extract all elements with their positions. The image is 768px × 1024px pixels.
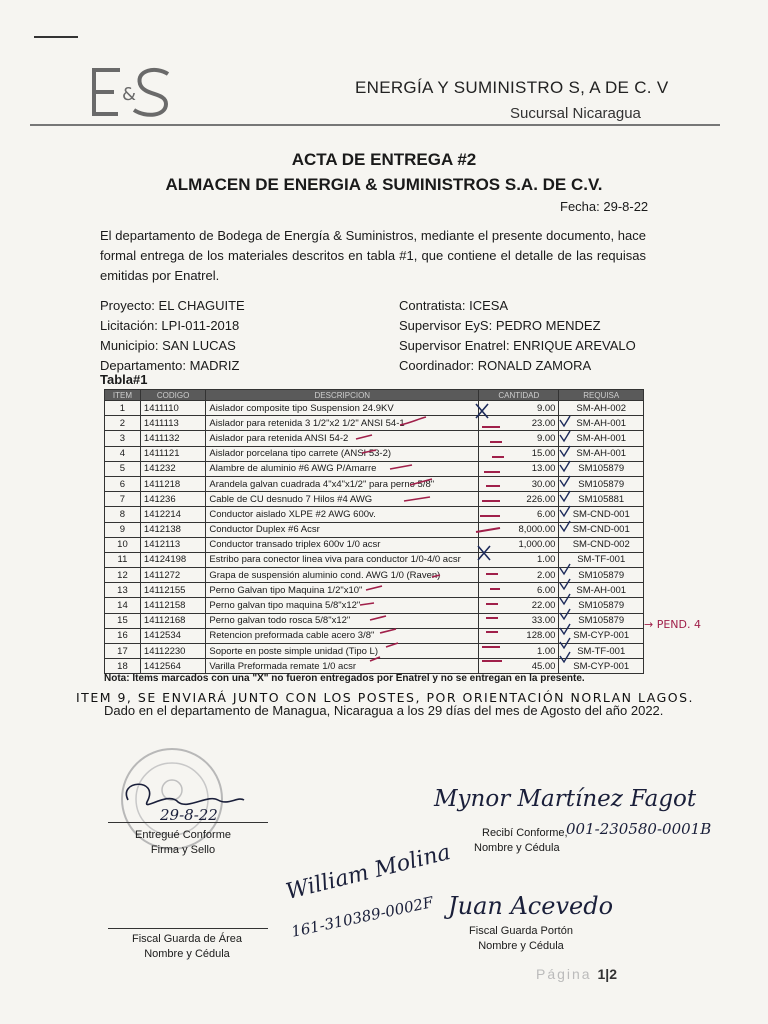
handwritten-marks [460,402,600,672]
cell-item: 10 [105,537,141,552]
fiscal-porton-block [456,924,586,954]
cell-codigo: 141232 [140,461,205,476]
cell-descripcion: Cable de CU desnudo 7 Hilos #4 AWG [206,492,479,507]
svg-text:&: & [122,84,137,105]
fiscal-area-cedula-label: Nombre y Cédula [144,948,230,960]
cell-requisa: SM105879 [559,613,644,628]
company-logo [84,64,174,120]
cell-cantidad: 6.00 [479,583,559,598]
header-requisa: REQUISA [559,390,644,401]
cell-descripcion: Perno galvan todo rosca 5/8"x12" [206,613,479,628]
cell-cantidad: 8,000.00 [479,522,559,537]
fiscal-porton-cedula-label: Nombre y Cédula [478,940,564,952]
cell-requisa: SM105879 [559,476,644,491]
cell-descripcion: Aislador composite tipo Suspension 24.9KV [206,401,479,416]
x-mark-item-1 [476,404,488,418]
contratista: Contratista: ICESA [399,298,509,313]
cell-requisa: SM105879 [559,598,644,613]
licitacion: Licitación: LPI-011-2018 [100,318,240,333]
cell-requisa: SM-AH-001 [559,416,644,431]
header-item: ITEM [105,390,141,401]
fiscal-area-signature: William Molina [283,839,454,906]
cell-codigo: 14124198 [140,552,205,567]
cell-descripcion: Alambre de aluminio #6 AWG P/Amarre [206,461,479,476]
cell-descripcion: Conductor Duplex #6 Acsr [206,522,479,537]
fiscal-porton-label: Fiscal Guarda Portón [469,925,573,937]
cell-codigo: 14112230 [140,644,205,659]
cell-requisa: SM-AH-002 [559,401,644,416]
cell-requisa: SM-CYP-001 [559,659,644,674]
cell-item: 17 [105,644,141,659]
entregue-block [118,828,248,858]
recibi-id: 001-230580-0001B [566,820,712,838]
cell-requisa: SM-CYP-001 [559,628,644,643]
cell-descripcion: Conductor transado triplex 600v 1/0 acsr [206,537,479,552]
cell-item: 4 [105,446,141,461]
cell-codigo: 1411110 [140,401,205,416]
cell-item: 18 [105,659,141,674]
cell-cantidad: 15.00 [479,446,559,461]
cell-item: 11 [105,552,141,567]
supervisor-enatrel: Supervisor Enatrel: ENRIQUE AREVALO [399,338,636,353]
table-header-row [105,390,644,401]
cell-item: 12 [105,568,141,583]
entregue-line [108,822,268,823]
header-divider [30,124,720,126]
cell-codigo: 1412534 [140,628,205,643]
cell-cantidad: 45.00 [479,659,559,674]
cell-codigo: 1412113 [140,537,205,552]
cell-item: 15 [105,613,141,628]
fiscal-area-line [108,928,268,929]
cell-descripcion: Aislador para retenida 3 1/2"x2 1/2" ANSI 54-1 [206,416,479,431]
cell-requisa: SM-CND-002 [559,537,644,552]
cell-cantidad: 1.00 [479,644,559,659]
cell-cantidad: 226.00 [479,492,559,507]
cell-codigo: 1411132 [140,431,205,446]
cell-cantidad: 22.00 [479,598,559,613]
fiscal-area-id: 161-310389-0002F [289,893,435,941]
cell-requisa: SM105879 [559,568,644,583]
cell-cantidad: 128.00 [479,628,559,643]
place-date-statement: Dado en el departamento de Managua, Nicaragua a los 29 días del mes de Agosto del año 2022. [104,703,664,718]
cell-item: 8 [105,507,141,522]
recibi-signature: Mynor Martínez Fagot [434,786,697,812]
cell-item: 2 [105,416,141,431]
description-arrows [300,415,450,675]
cell-item: 14 [105,598,141,613]
entregue-label: Entregué Conforme [135,829,231,841]
table-note: Nota: Items marcados con una "X" no fueron entregados por Enatrel y no se entregan en la presente. [104,673,585,684]
cell-codigo: 1411113 [140,416,205,431]
document-title: ACTA DE ENTREGA #2 [291,150,477,169]
cell-requisa: SM-AH-001 [559,446,644,461]
handwritten-note: ITEM 9, SE ENVIARÁ JUNTO CON LOS POSTES, POR ORIENTACIÓN NORLAN LAGOS. [76,690,695,705]
supervisor-eys: Supervisor EyS: PEDRO MENDEZ [399,318,601,333]
cell-requisa: SM-TF-001 [559,552,644,567]
project-info-left [100,296,245,376]
cell-cantidad: 23.00 [479,416,559,431]
cell-cantidad: 1,000.00 [479,537,559,552]
cell-requisa: SM105879 [559,461,644,476]
fiscal-area-block [112,932,262,962]
cell-codigo: 1411272 [140,568,205,583]
fiscal-porton-signature: Juan Acevedo [448,892,614,920]
recibi-cedula-label: Nombre y Cédula [474,842,560,854]
firma-sello-label: Firma y Sello [150,844,216,856]
municipio: Municipio: SAN LUCAS [100,338,236,353]
ink-mark [34,36,78,38]
cell-descripcion: Varilla Preformada remate 1/0 acsr [206,659,479,674]
cell-codigo: 1412214 [140,507,205,522]
cell-descripcion: Soporte en poste simple unidad (Tipo L) [206,644,479,659]
cell-cantidad: 9.00 [479,431,559,446]
cell-item: 13 [105,583,141,598]
cell-cantidad: 6.00 [479,507,559,522]
cell-descripcion: Perno galvan tipo maquina 5/8"x12" [206,598,479,613]
cell-cantidad: 2.00 [479,568,559,583]
cell-descripcion: Grapa de suspensión aluminio cond. AWG 1/0 (Raven) [206,568,479,583]
cell-cantidad: 9.00 [479,401,559,416]
cell-codigo: 1411218 [140,476,205,491]
cell-codigo: 1412138 [140,522,205,537]
cell-requisa: SM-TF-001 [559,644,644,659]
cell-item: 3 [105,431,141,446]
cell-descripcion: Aislador porcelana tipo carrete (ANSI 53-2) [206,446,479,461]
cell-requisa: SM-CND-001 [559,522,644,537]
entregue-date: 29-8-22 [160,806,218,824]
document-subtitle: ALMACEN DE ENERGIA & SUMINISTROS S.A. DE C.V. [165,175,603,194]
pending-note: → PEND. 4 [644,618,701,631]
cell-item: 6 [105,476,141,491]
x-mark-item-10 [478,546,490,560]
cell-cantidad: 1.00 [479,552,559,567]
cell-codigo: 1412564 [140,659,205,674]
cell-item: 1 [105,401,141,416]
header-codigo: CODIGO [140,390,205,401]
project-info-right [399,296,636,376]
recibi-block [474,826,584,856]
cell-codigo: 14112158 [140,598,205,613]
cell-item: 7 [105,492,141,507]
cell-requisa: SM-CND-001 [559,507,644,522]
cell-item: 5 [105,461,141,476]
cell-descripcion: Retencion preformada cable acero 3/8" [206,628,479,643]
pagina-num: 1|2 [597,966,617,982]
cell-item: 16 [105,628,141,643]
cell-cantidad: 30.00 [479,476,559,491]
table-label: Tabla#1 [100,372,148,387]
cell-codigo: 1411121 [140,446,205,461]
cell-cantidad: 33.00 [479,613,559,628]
intro-paragraph: El departamento de Bodega de Energía & Suministros, mediante el presente documento, hace formal entrega de los materiales descritos en tabla #1, que contiene el detalle de las requisas emitidas por Enatrel. [100,228,646,283]
cell-codigo: 14112168 [140,613,205,628]
company-name: ENERGÍA Y SUMINISTRO S, A DE C. V [355,78,669,97]
cell-item: 9 [105,522,141,537]
cell-codigo: 14112155 [140,583,205,598]
coordinador: Coordinador: RONALD ZAMORA [399,358,592,373]
header-descripcion: DESCRIPCION [206,390,479,401]
header-cantidad: CANTIDAD [479,390,559,401]
cell-descripcion: Conductor aislado XLPE #2 AWG 600v. [206,507,479,522]
cell-descripcion: Arandela galvan cuadrada 4"x4"x1/2" para perno 5/8" [206,476,479,491]
branch-name: Sucursal Nicaragua [510,105,641,122]
fiscal-area-label: Fiscal Guarda de Área [131,933,243,945]
recibi-label: Recibí Conforme, [482,827,568,839]
page-number [536,966,617,982]
cell-cantidad: 13.00 [479,461,559,476]
date-label: Fecha: 29-8-22 [560,199,649,214]
proyecto: Proyecto: EL CHAGUITE [100,298,245,313]
cell-descripcion: Aislador para retenida ANSI 54-2 [206,431,479,446]
cell-descripcion: Perno Galvan tipo Maquina 1/2"x10" [206,583,479,598]
pagina-word: Página [536,966,592,982]
cell-requisa: SM105881 [559,492,644,507]
cell-requisa: SM-AH-001 [559,431,644,446]
departamento: Departamento: MADRIZ [100,358,240,373]
cell-descripcion: Estribo para conector linea viva para conductor 1/0-4/0 acsr [206,552,479,567]
cell-codigo: 141236 [140,492,205,507]
cell-requisa: SM-AH-001 [559,583,644,598]
